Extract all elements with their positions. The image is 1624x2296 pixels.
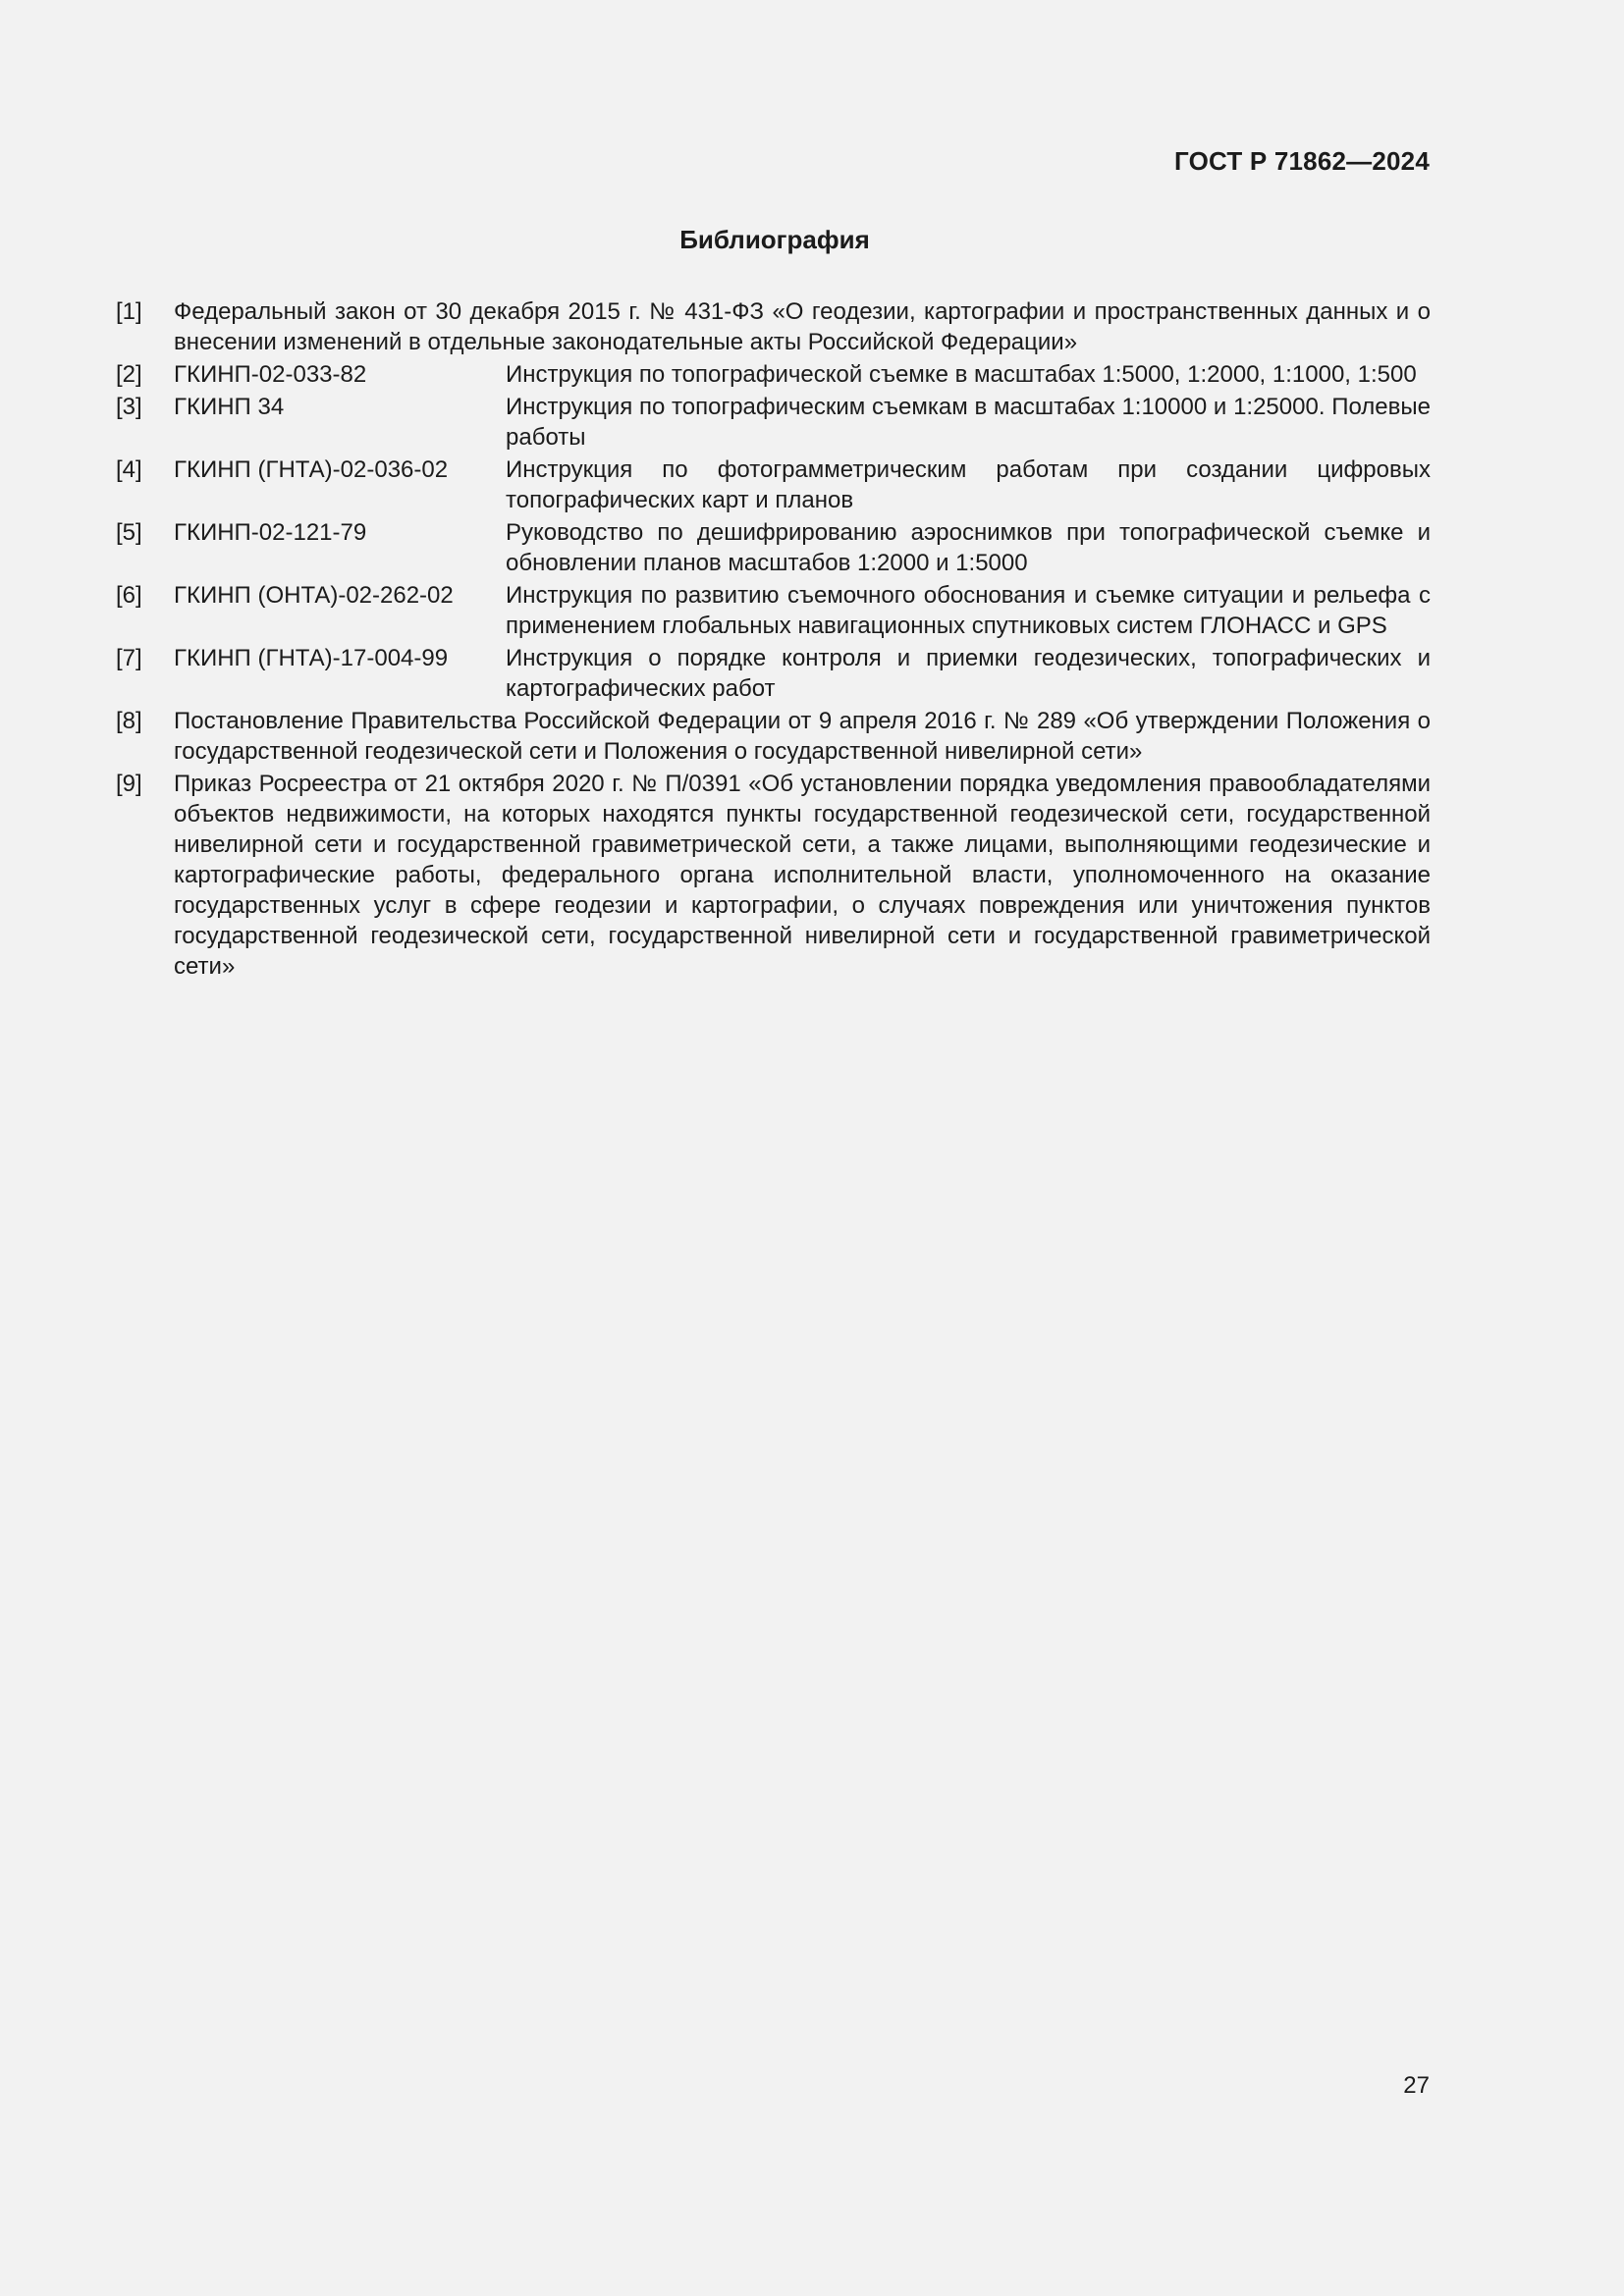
entry-text: Инструкция по развитию съемочного обоснования и съемке ситуации и рельефа с применением глобальных навигационных спутниковых систем ГЛОНАСС и GPS (506, 582, 1431, 639)
entry-number: [4] (116, 456, 142, 483)
bibliography-entry (116, 296, 1431, 357)
entry-text: Федеральный закон от 30 декабря 2015 г. № 431-ФЗ «О геодезии, картографии и пространственных данных и о внесении изменений в отдельные законодательные акты Российской Федерации» (174, 298, 1431, 355)
entry-code: ГКИНП-02-033-82 (174, 361, 367, 388)
entry-text: Инструкция по фотограмметрическим работам при создании цифровых топографических карт и планов (506, 456, 1431, 513)
document-standard-number: ГОСТ Р 71862—2024 (1174, 146, 1430, 176)
bibliography-entry (116, 643, 1431, 704)
page-number: 27 (1403, 2072, 1430, 2099)
bibliography-entry (116, 580, 1431, 641)
entry-text: Приказ Росреестра от 21 октября 2020 г. № П/0391 «Об установлении порядка уведомления правообладателями объектов недвижимости, на которых находятся пункты государственной геодезической сети, государственной нивелирной сети и государственной гравиметрической сети, а также лицами, выполняющими геодезические и картографические работы, федерального органа исполнительной власти, уполномоченного на оказание государственных услуг в сфере геодезии и картографии, о случаях повреждения или уничтожения пунктов государственной геодезической сети, государственной нивелирной сети и государственной гравиметрической сети» (174, 771, 1431, 980)
entry-text: Постановление Правительства Российской Федерации от 9 апреля 2016 г. № 289 «Об утверждении Положения о государственной геодезической сети и Положения о государственной нивелирной сети» (174, 708, 1431, 765)
entry-number: [3] (116, 394, 142, 420)
bibliography-entry (116, 769, 1431, 982)
bibliography-entry (116, 392, 1431, 453)
entry-code: ГКИНП 34 (174, 394, 285, 420)
entry-number: [7] (116, 645, 142, 671)
bibliography-entry (116, 706, 1431, 767)
entry-number: [8] (116, 708, 142, 734)
entry-code: ГКИНП-02-121-79 (174, 519, 367, 546)
entry-number: [6] (116, 582, 142, 609)
bibliography-entry (116, 454, 1431, 515)
page-title: Библиография (679, 225, 870, 254)
bibliography-list (116, 296, 1431, 984)
entry-text: Инструкция по топографическим съемкам в масштабах 1:10000 и 1:25000. Полевые работы (506, 394, 1431, 451)
entry-number: [9] (116, 771, 142, 797)
entry-code: ГКИНП (ГНТА)-02-036-02 (174, 456, 449, 483)
entry-number: [5] (116, 519, 142, 546)
entry-number: [1] (116, 298, 142, 325)
entry-text: Инструкция по топографической съемке в масштабах 1:5000, 1:2000, 1:1000, 1:500 (506, 361, 1417, 388)
bibliography-entry (116, 359, 1431, 390)
bibliography-entry (116, 517, 1431, 578)
entry-code: ГКИНП (ОНТА)-02-262-02 (174, 582, 454, 609)
entry-number: [2] (116, 361, 142, 388)
entry-code: ГКИНП (ГНТА)-17-004-99 (174, 645, 449, 671)
entry-text: Инструкция о порядке контроля и приемки геодезических, топографических и картографических работ (506, 645, 1431, 702)
entry-text: Руководство по дешифрированию аэроснимков при топографической съемке и обновлении планов масштабов 1:2000 и 1:5000 (506, 519, 1431, 576)
